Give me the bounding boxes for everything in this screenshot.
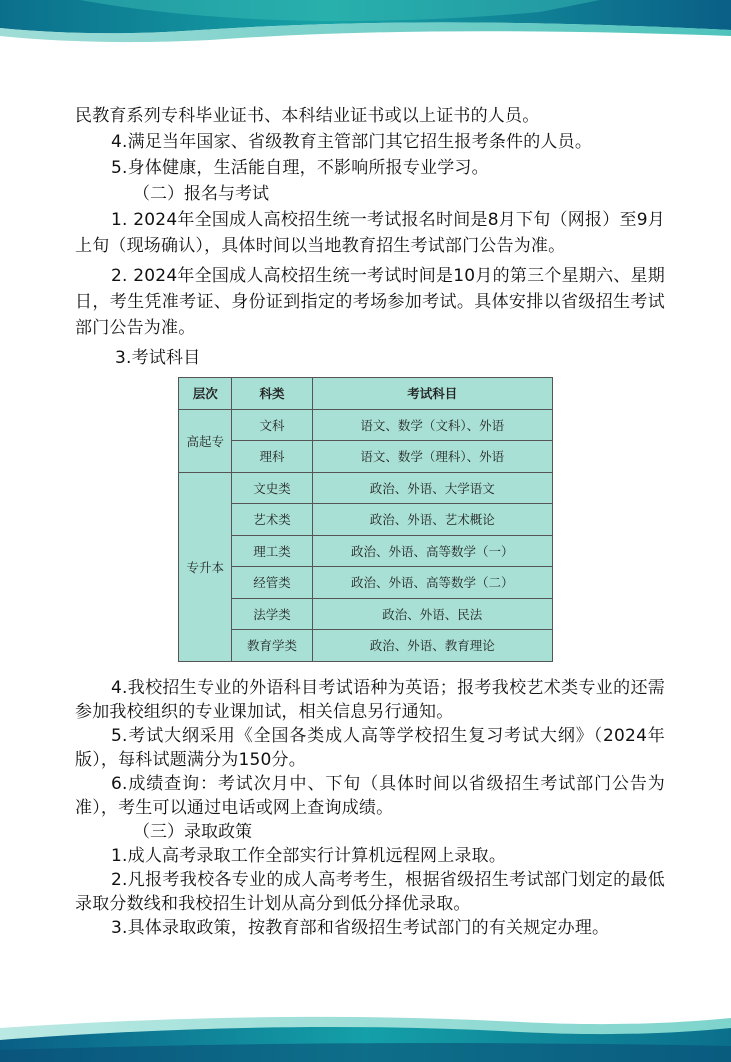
table-row bbox=[179, 409, 553, 441]
subjects-cell: 政治、外语、大学语文 bbox=[312, 472, 552, 504]
category-cell: 教育学类 bbox=[232, 630, 312, 662]
category-cell: 经管类 bbox=[232, 567, 312, 599]
category-cell: 法学类 bbox=[232, 598, 312, 630]
header-level: 层次 bbox=[179, 378, 232, 410]
subjects-cell: 政治、外语、高等数学（一） bbox=[312, 535, 552, 567]
category-cell: 理科 bbox=[232, 441, 312, 473]
table-row bbox=[179, 567, 553, 599]
category-cell: 理工类 bbox=[232, 535, 312, 567]
category-cell: 艺术类 bbox=[232, 504, 312, 536]
subjects-cell: 政治、外语、民法 bbox=[312, 598, 552, 630]
paragraph: 3.具体录取政策，按教育部和省级招生考试部门的有关规定办理。 bbox=[111, 917, 610, 938]
section-title: （三）录取政策 bbox=[133, 821, 252, 842]
table-row bbox=[179, 504, 553, 536]
paragraph: 2.凡报考我校各专业的成人高考考生，根据省级招生考试部门划定的最低录取分数线和我校招生计划从高分到低分择优录取。 bbox=[75, 869, 665, 914]
bottom-decorative-band bbox=[0, 1000, 731, 1062]
level-cell: 高起专 bbox=[179, 409, 232, 472]
subjects-cell: 语文、数学（理科）、外语 bbox=[312, 441, 552, 473]
paragraph: 民教育系列专科毕业证书、本科结业证书或以上证书的人员。 bbox=[75, 106, 540, 126]
table-row bbox=[179, 630, 553, 662]
header-subjects: 考试科目 bbox=[312, 378, 552, 410]
subjects-cell: 政治、外语、艺术概论 bbox=[312, 504, 552, 536]
subjects-cell: 语文、数学（文科）、外语 bbox=[312, 409, 552, 441]
paragraph: 6.成绩查询：考试次月中、下旬（具体时间以省级招生考试部门公告为准），考生可以通过电话或网上查询成绩。 bbox=[75, 773, 665, 818]
table-row bbox=[179, 598, 553, 630]
category-cell: 文史类 bbox=[232, 472, 312, 504]
table-row bbox=[179, 441, 553, 473]
subjects-cell: 政治、外语、高等数学（二） bbox=[312, 567, 552, 599]
paragraph: 1. 2024年全国成人高校招生统一考试报名时间是8月下旬（网报）至9月上旬（现场确认），具体时间以当地教育招生考试部门公告为准。 bbox=[75, 210, 665, 256]
document-body bbox=[75, 103, 665, 940]
section-after-table bbox=[75, 676, 665, 940]
exam-subjects-table bbox=[178, 377, 553, 662]
top-decorative-band bbox=[0, 0, 731, 48]
category-cell: 文科 bbox=[232, 409, 312, 441]
paragraph: 1.成人高考录取工作全部实行计算机远程网上录取。 bbox=[111, 845, 507, 866]
paragraph: 2. 2024年全国成人高校招生统一考试时间是10月的第三个星期六、星期日，考生凭准考证、身份证到指定的考场参加考试。具体安排以省级招生考试部门公告为准。 bbox=[75, 266, 665, 338]
table-row bbox=[179, 472, 553, 504]
subjects-cell: 政治、外语、教育理论 bbox=[312, 630, 552, 662]
level-cell: 专升本 bbox=[179, 472, 232, 661]
paragraph: 5.考试大纲采用《全国各类成人高等学校招生复习考试大纲》（2024年版），每科试题满分为150分。 bbox=[75, 725, 665, 770]
header-category: 科类 bbox=[232, 378, 312, 410]
paragraph: 4.满足当年国家、省级教育主管部门其它招生报考条件的人员。 bbox=[111, 132, 593, 152]
table-header-row bbox=[179, 378, 553, 410]
section-title: （二）报名与考试 bbox=[133, 184, 269, 204]
exam-subjects-table-wrapper bbox=[178, 377, 553, 662]
paragraph: 4.我校招生专业的外语科目考试语种为英语；报考我校艺术类专业的还需参加我校组织的专业课加试，相关信息另行通知。 bbox=[75, 677, 665, 722]
table-row bbox=[179, 535, 553, 567]
subsection-title: 3.考试科目 bbox=[115, 348, 201, 368]
paragraph: 5.身体健康，生活能自理，不影响所报专业学习。 bbox=[111, 158, 489, 178]
